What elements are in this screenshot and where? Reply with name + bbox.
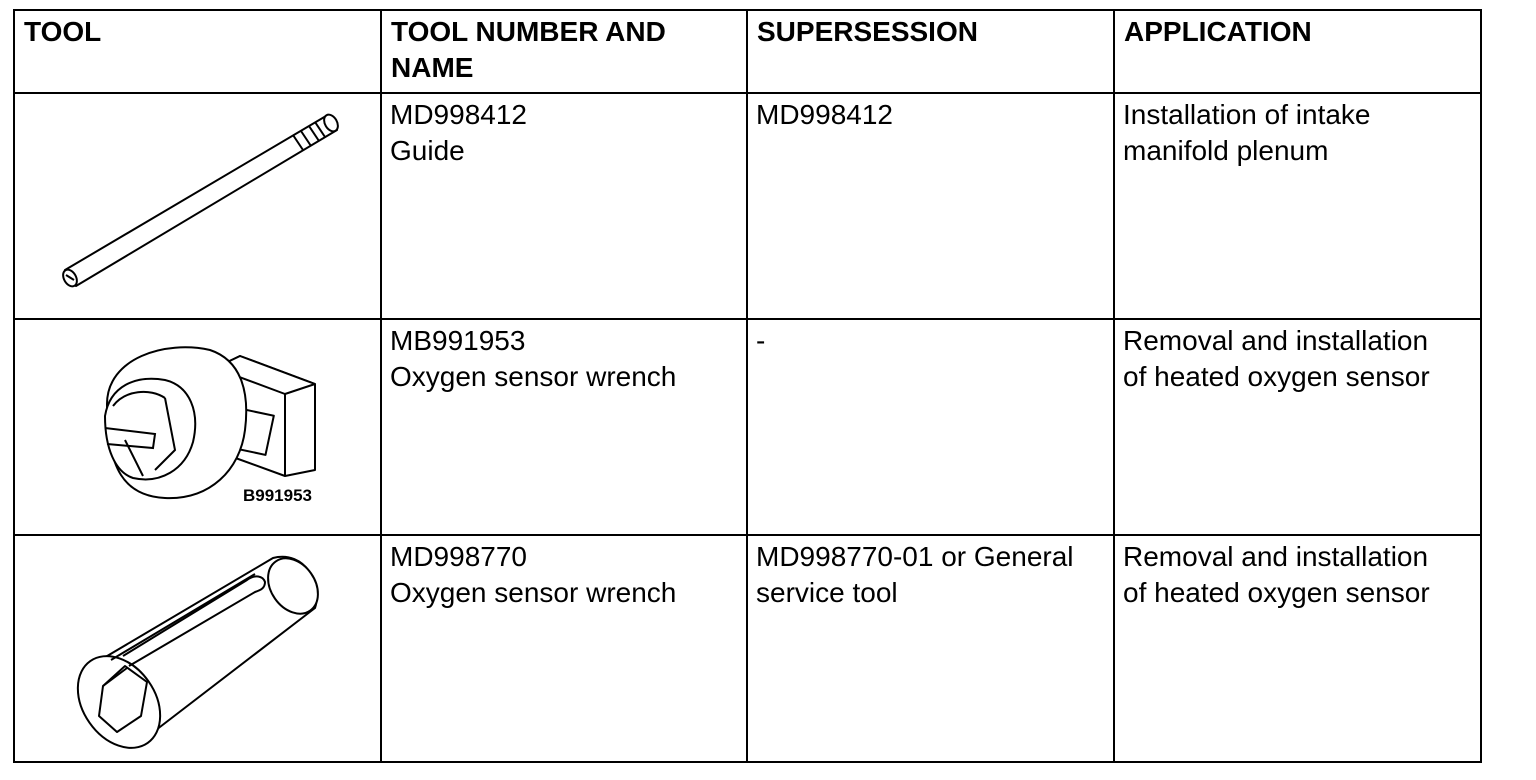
tool-number-name-cell bbox=[381, 535, 747, 762]
guide-rod-icon bbox=[15, 94, 375, 318]
tool-image-cell bbox=[14, 535, 381, 762]
application-cell: Removal and installation of heated oxygen sensor bbox=[1114, 535, 1481, 762]
special-tools-table bbox=[13, 9, 1482, 763]
application-cell: Installation of intake manifold plenum bbox=[1114, 93, 1481, 319]
table-row bbox=[14, 93, 1481, 319]
table-row bbox=[14, 535, 1481, 762]
tool-number: MB991953 bbox=[390, 325, 526, 356]
oxygen-sensor-socket-icon bbox=[15, 536, 375, 761]
header-tool-number-and-name: TOOL NUMBER AND NAME bbox=[381, 10, 747, 93]
tool-name: Oxygen sensor wrench bbox=[390, 577, 677, 608]
supersession-cell: MD998770-01 or General service tool bbox=[747, 535, 1114, 762]
tool-name: Oxygen sensor wrench bbox=[390, 361, 677, 392]
tool-image-cell bbox=[14, 93, 381, 319]
application-cell: Removal and installation of heated oxygen sensor bbox=[1114, 319, 1481, 535]
tool-number: MD998770 bbox=[390, 541, 527, 572]
supersession-cell: MD998412 bbox=[747, 93, 1114, 319]
table-row bbox=[14, 319, 1481, 535]
tool-image-cell bbox=[14, 319, 381, 535]
header-application: APPLICATION bbox=[1114, 10, 1481, 93]
header-tool: TOOL bbox=[14, 10, 381, 93]
header-supersession: SUPERSESSION bbox=[747, 10, 1114, 93]
tool-number-name-cell bbox=[381, 319, 747, 535]
tool-number: MD998412 bbox=[390, 99, 527, 130]
tool-name: Guide bbox=[390, 135, 465, 166]
tool-number-name-cell bbox=[381, 93, 747, 319]
oxygen-sensor-wrench-offset-icon bbox=[15, 320, 375, 534]
figure-code-label: B991953 bbox=[243, 486, 313, 505]
header-row bbox=[14, 10, 1481, 93]
supersession-cell: - bbox=[747, 319, 1114, 535]
